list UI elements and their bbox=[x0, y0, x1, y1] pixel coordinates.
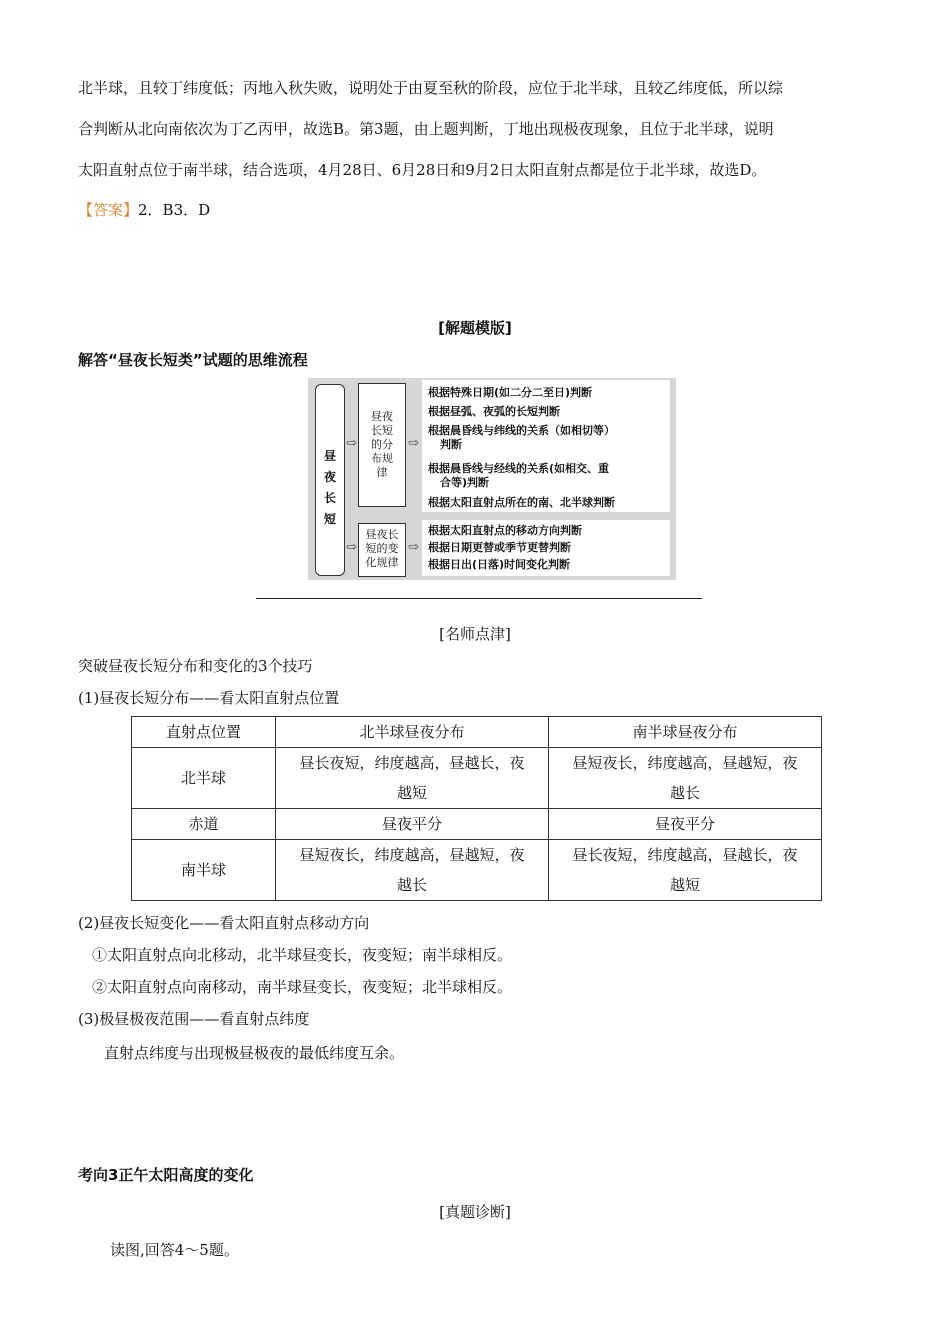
flow-title: 解答“昼夜长短类”试题的思维流程 bbox=[78, 351, 308, 369]
table-cell: 南半球 bbox=[132, 840, 276, 901]
table-row bbox=[132, 840, 822, 901]
method-line: 根据日期更替或季节更替判断 bbox=[428, 541, 571, 554]
method-line: 根据太阳直射点所在的南、北半球判断 bbox=[428, 496, 615, 509]
change-methods-panel bbox=[422, 520, 670, 576]
method-line: 合等)判断 bbox=[440, 476, 490, 489]
cell-line: 越短 bbox=[669, 876, 700, 894]
cell-line: 越长 bbox=[669, 784, 700, 802]
point-3: (3)极昼极夜范围——看直射点纬度 bbox=[78, 1010, 310, 1028]
divider bbox=[256, 598, 702, 599]
arrow-right-icon: ⇨ bbox=[346, 540, 357, 555]
box1-line: 的分 bbox=[371, 438, 393, 451]
template-heading: [解题模版] bbox=[438, 319, 512, 337]
intro-line-2: 合判断从北向南依次为丁乙丙甲，故选B。第3题，由上题判断，丁地出现极夜现象，且位于北半球，说明 bbox=[78, 120, 774, 138]
intro-line-3: 太阳直射点位于南半球，结合选项，4月28日、6月28日和9月2日太阳直射点都是位于北半球，故选D。 bbox=[78, 161, 767, 179]
cell-line: 昼短夜长，纬度越高，昼越短，夜 bbox=[299, 846, 525, 864]
box2-line: 短的变 bbox=[365, 542, 399, 555]
cell-line: 越长 bbox=[396, 876, 427, 894]
table-row bbox=[132, 809, 822, 840]
day-night-table bbox=[131, 716, 822, 901]
diagram-main-box bbox=[315, 384, 345, 576]
method-line: 根据太阳直射点的移动方向判断 bbox=[428, 524, 582, 537]
main-char-3: 长 bbox=[323, 491, 336, 505]
question-intro: 读图,回答4～5题。 bbox=[110, 1241, 239, 1259]
cell-line: 昼短夜长，纬度越高，昼越短，夜 bbox=[572, 754, 798, 772]
box2-line: 昼夜长 bbox=[365, 528, 399, 541]
method-line: 根据晨昏线与纬线的关系（如相切等） bbox=[428, 424, 615, 437]
section-3-title: 考向3正午太阳高度的变化 bbox=[78, 1166, 254, 1184]
answer-tag: 【答案】 bbox=[78, 201, 139, 219]
method-line: 判断 bbox=[440, 438, 462, 451]
cell-line: 昼长夜短，纬度越高，昼越长，夜 bbox=[299, 754, 525, 772]
point-2-item-1: ①太阳直射点向北移动，北半球昼变长，夜变短；南半球相反。 bbox=[92, 946, 513, 964]
table-cell: 昼夜平分 bbox=[549, 809, 822, 840]
box1-line: 长短 bbox=[371, 424, 393, 437]
arrow-right-icon: ⇨ bbox=[346, 436, 357, 451]
tips-heading: [名师点津] bbox=[439, 625, 511, 643]
distribution-methods-panel bbox=[422, 380, 670, 512]
table-header: 直射点位置 bbox=[132, 717, 276, 748]
method-line: 根据晨昏线与经线的关系(如相交、重 bbox=[428, 462, 610, 475]
arrow-right-icon: ⇨ bbox=[408, 436, 419, 451]
table-cell bbox=[549, 748, 822, 809]
box1-line: 律 bbox=[376, 466, 388, 479]
method-line: 根据日出(日落)时间变化判断 bbox=[428, 558, 571, 571]
point-2: (2)昼夜长短变化——看太阳直射点移动方向 bbox=[78, 914, 370, 932]
table-cell bbox=[276, 840, 549, 901]
table-cell: 昼夜平分 bbox=[276, 809, 549, 840]
main-char-2: 夜 bbox=[323, 470, 336, 484]
table-cell: 赤道 bbox=[132, 809, 276, 840]
point-1: (1)昼夜长短分布——看太阳直射点位置 bbox=[78, 689, 340, 707]
distribution-box bbox=[358, 383, 406, 507]
table-row bbox=[132, 748, 822, 809]
main-char-4: 短 bbox=[323, 512, 336, 526]
answer-text: 2．B3．D bbox=[138, 201, 211, 219]
table-header: 北半球昼夜分布 bbox=[276, 717, 549, 748]
main-char-1: 昼 bbox=[323, 449, 336, 463]
method-line: 根据特殊日期(如二分二至日)判断 bbox=[428, 386, 593, 399]
flow-diagram bbox=[308, 378, 676, 580]
arrow-right-icon: ⇨ bbox=[408, 540, 419, 555]
point-2-item-2: ②太阳直射点向南移动，南半球昼变长，夜变短；北半球相反。 bbox=[92, 978, 513, 996]
method-line: 根据昼弧、夜弧的长短判断 bbox=[428, 405, 560, 418]
table-header: 南半球昼夜分布 bbox=[549, 717, 822, 748]
table-cell bbox=[549, 840, 822, 901]
tips-title: 突破昼夜长短分布和变化的3个技巧 bbox=[78, 657, 313, 675]
intro-line-1: 北半球，且较丁纬度低；丙地入秋失败，说明处于由夏至秋的阶段，应位于北半球，且较乙纬度低，所以综 bbox=[78, 79, 784, 97]
change-box bbox=[358, 523, 406, 577]
box1-line: 昼夜 bbox=[371, 410, 393, 423]
answer-line bbox=[78, 200, 878, 220]
table-header-row bbox=[132, 717, 822, 748]
box2-line: 化规律 bbox=[365, 556, 399, 569]
cell-line: 昼长夜短，纬度越高，昼越长，夜 bbox=[572, 846, 798, 864]
point-3-text: 直射点纬度与出现极昼极夜的最低纬度互余。 bbox=[104, 1044, 405, 1062]
table-cell: 北半球 bbox=[132, 748, 276, 809]
box1-line: 布规 bbox=[371, 452, 393, 465]
table-cell bbox=[276, 748, 549, 809]
diagnosis-heading: [真题诊断] bbox=[439, 1203, 511, 1221]
cell-line: 越短 bbox=[396, 784, 427, 802]
